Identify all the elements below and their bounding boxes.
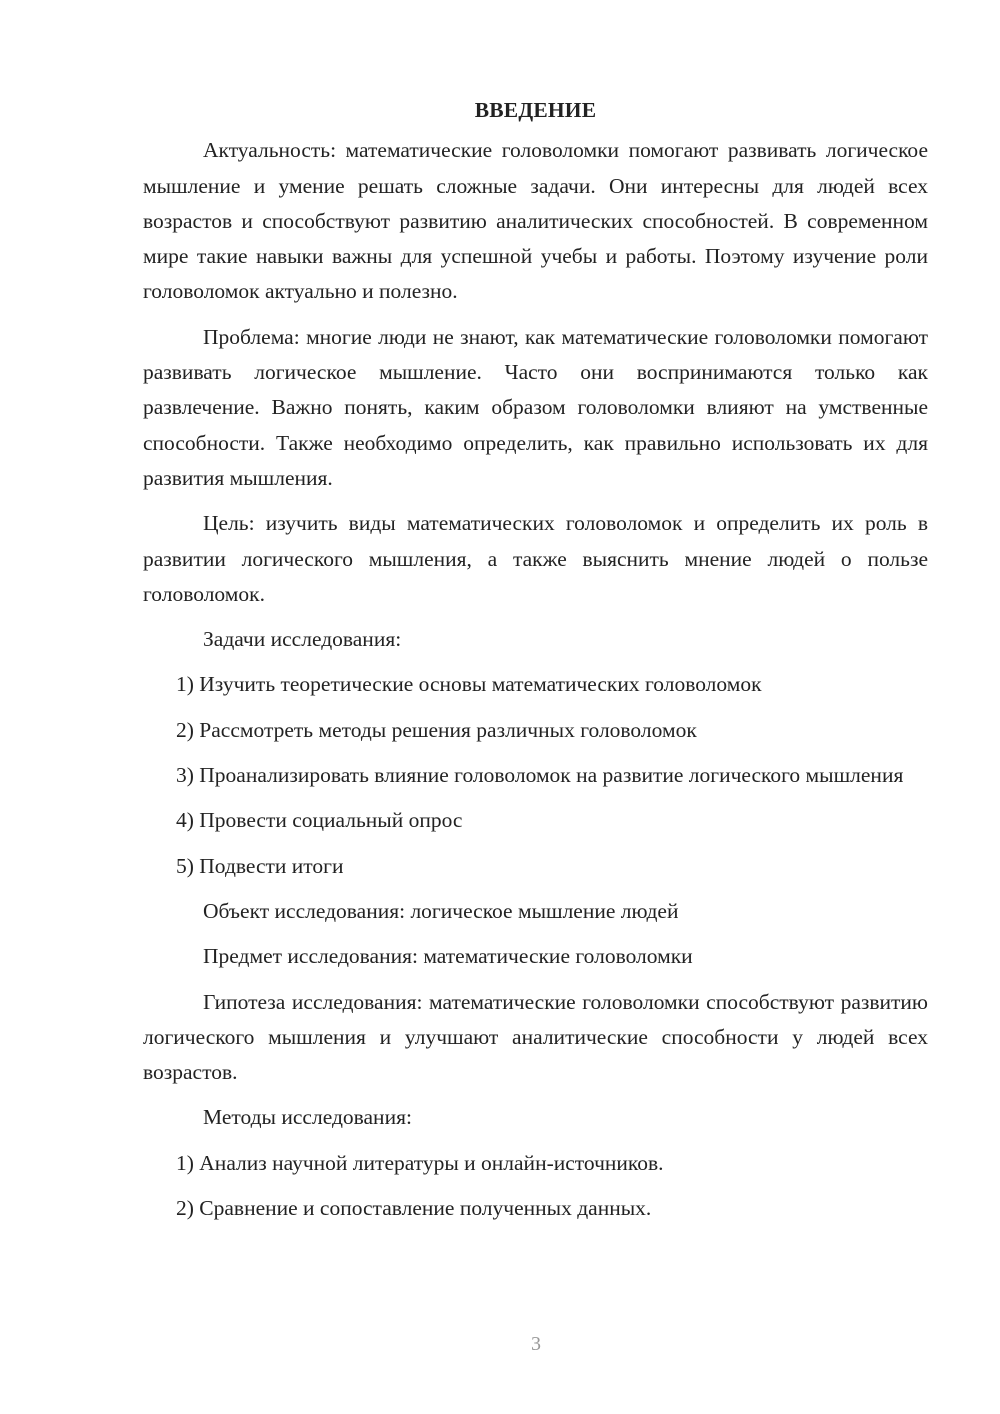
hypothesis-paragraph: Гипотеза исследования: математические головоломки способствуют развитию логического мышления и улучшают аналитические способности у людей всех возрастов. [143, 989, 928, 1085]
task-item: 1) Изучить теоретические основы математических головоломок [176, 672, 762, 697]
problem-paragraph: Проблема: многие люди не знают, как математические головоломки помогают развивать логическое мышление. Часто они воспринимаются только как развлечение. Важно понять, каким образом головоломки влияют на умственные способности. Также необходимо определить, как правильно использовать их для развития мышления. [143, 324, 928, 490]
methods-heading: Методы исследования: [203, 1105, 412, 1130]
task-item: 2) Рассмотреть методы решения различных головоломок [176, 717, 697, 742]
object-line: Объект исследования: логическое мышление людей [203, 898, 679, 923]
method-item: 1) Анализ научной литературы и онлайн-источников. [176, 1150, 664, 1175]
method-item: 2) Сравнение и сопоставление полученных данных. [176, 1196, 652, 1221]
page-content [143, 93, 928, 1236]
section-title: ВВЕДЕНИЕ [474, 98, 597, 122]
goal-paragraph: Цель: изучить виды математических головоломок и определить их роль в развитии логического мышления, а также выяснить мнение людей о пользе головоломок. [143, 511, 928, 606]
page-number: 3 [531, 1333, 541, 1355]
task-item: 4) Провести социальный опрос [176, 808, 463, 833]
relevance-paragraph: Актуальность: математические головоломки помогают развивать логическое мышление и умение решать сложные задачи. Они интересны для людей всех возрастов и способствуют развитию аналитических способностей. В современном мире такие навыки важны для успешной учебы и работы. Поэтому изучение роли головоломок актуально и полезно. [143, 138, 928, 304]
task-item: 5) Подвести итоги [176, 853, 344, 878]
task-item: 3) Проанализировать влияние головоломок на развитие логического мышления [176, 763, 904, 788]
tasks-heading: Задачи исследования: [203, 627, 402, 652]
subject-line: Предмет исследования: математические головоломки [203, 944, 693, 969]
